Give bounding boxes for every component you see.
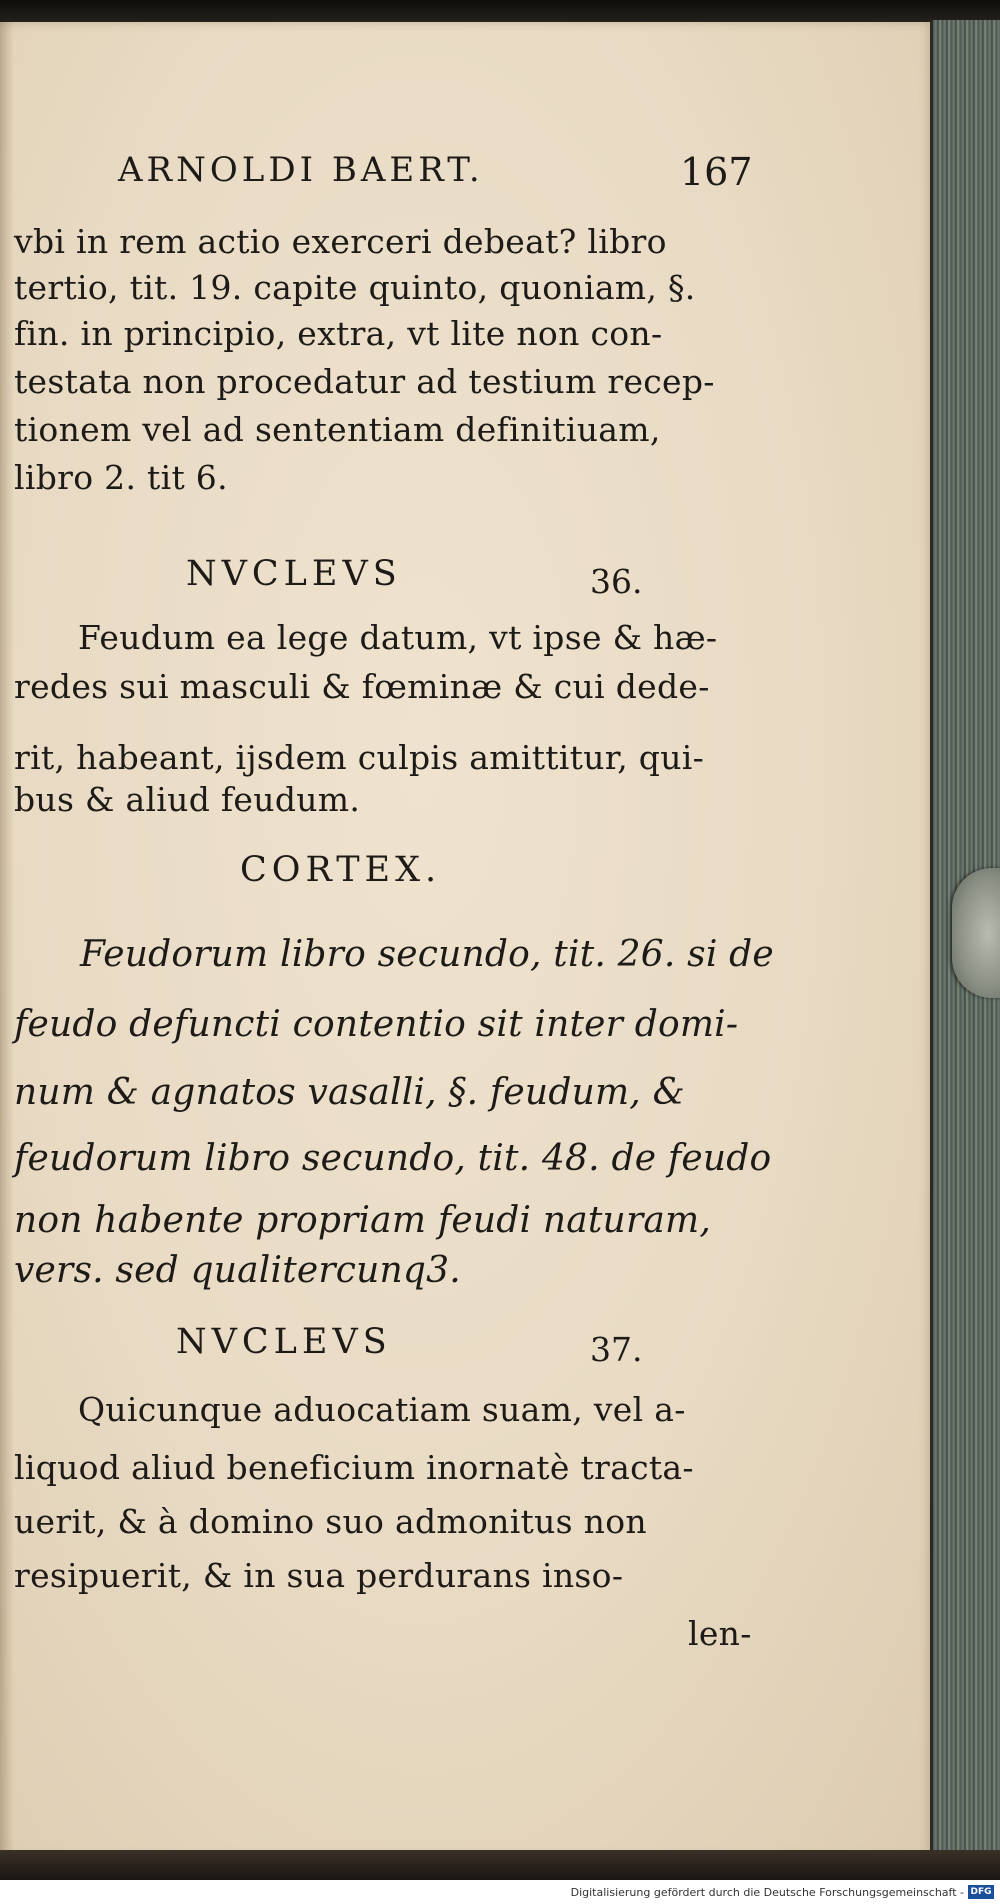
text-line: redes sui masculi & fœminæ & cui dede- xyxy=(14,667,710,706)
footer-credit: Digitalisierung gefördert durch die Deutsche Forschungsgemeinschaft - xyxy=(570,1886,964,1899)
text-line: testata non procedatur ad testium recep- xyxy=(14,362,715,401)
page-number: 167 xyxy=(680,150,753,194)
text-line: liquod aliud beneficium inornatè tracta- xyxy=(14,1448,694,1487)
text-line: tionem vel ad sententiam definitiuam, xyxy=(14,410,661,449)
text-line: Feudorum libro secundo, tit. 26. si de xyxy=(80,934,774,975)
text-line: Feudum ea lege datum, vt ipse & hæ- xyxy=(78,618,718,657)
text-line: fin. in principio, extra, vt lite non con- xyxy=(14,314,663,353)
text-line: feudo defuncti contentio sit inter domi- xyxy=(14,1004,739,1045)
book-clasp xyxy=(952,868,1000,998)
section-heading: CORTEX. xyxy=(240,850,442,890)
text-line: resipuerit, & in sua perdurans inso- xyxy=(14,1556,624,1595)
text-line: vers. sed qualitercunq3. xyxy=(14,1250,461,1291)
section-number: 36. xyxy=(590,562,643,601)
text-line: vbi in rem actio exerceri debeat? libro xyxy=(14,222,667,261)
section-number: 37. xyxy=(590,1330,643,1369)
catchword: len- xyxy=(688,1614,752,1653)
gutter-shadow xyxy=(0,22,14,1857)
section-heading: NVCLEVS xyxy=(186,554,402,594)
text-line: uerit, & à domino suo admonitus non xyxy=(14,1502,647,1541)
text-line: rit, habeant, ijsdem culpis amittitur, qui- xyxy=(14,738,705,777)
text-line: num & agnatos vasalli, §. feudum, & xyxy=(14,1072,685,1113)
text-line: feudorum libro secundo, tit. 48. de feudo xyxy=(14,1138,772,1179)
text-line: non habente propriam feudi naturam, xyxy=(14,1200,711,1241)
dfg-logo: DFG xyxy=(968,1885,994,1899)
text-line: Quicunque aduocatiam suam, vel a- xyxy=(78,1390,686,1429)
book-bottom-edge xyxy=(0,1850,1000,1880)
running-header: ARNOLDI BAERT. xyxy=(118,150,484,190)
section-heading: NVCLEVS xyxy=(176,1322,392,1362)
text-line: tertio, tit. 19. capite quinto, quoniam, §. xyxy=(14,268,696,307)
text-line: bus & aliud feudum. xyxy=(14,780,361,819)
text-line: libro 2. tit 6. xyxy=(14,458,228,497)
